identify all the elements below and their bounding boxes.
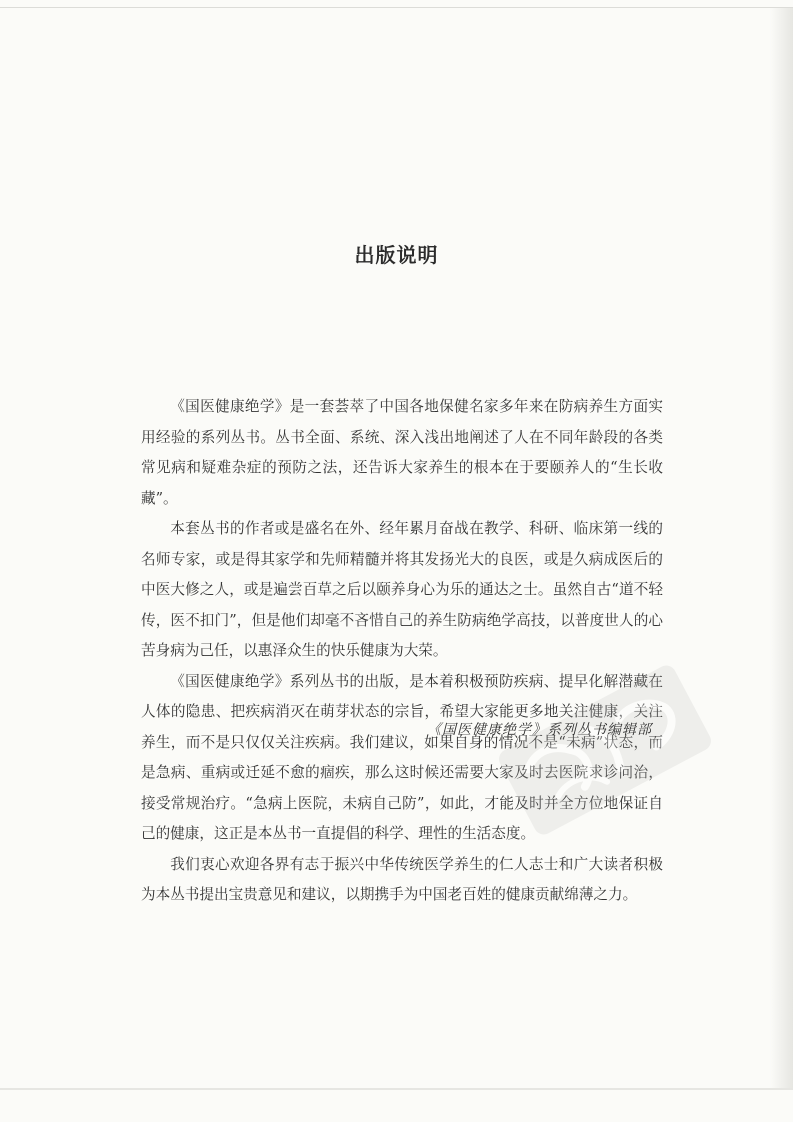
- bottom-edge-line: [0, 1088, 793, 1090]
- paragraph-4: 我们衷心欢迎各界有志于振兴中华传统医学养生的仁人志士和广大读者积极为本丛书提出宝贵意见和建议，以期携手为中国老百姓的健康贡献绵薄之力。: [141, 855, 663, 903]
- paragraph-3: 《国医健康绝学》系列丛书的出版，是本着积极预防疾病、提早化解潜藏在人体的隐患、把疾病消灭在萌芽状态的宗旨，希望大家能更多地关注健康，关注养生，而不是只仅仅关注疾病。我们建议，如果自身的情况不是“未病”状态，而是急病、重病或迁延不愈的痼疾，那么这时候还需要大家及时去医院求诊问治，接受常规治疗。“急病上医院，未病自己防”，如此，才能及时并全方位地保证自己的健康，这正是本丛书一直提倡的科学、理性的生活态度。: [141, 672, 663, 842]
- paragraph-2: 本套丛书的作者或是盛名在外、经年累月奋战在教学、科研、临床第一线的名师专家，或是得其家学和先师精髓并将其发扬光大的良医，或是久病成医后的中医大修之人，或是遍尝百草之后以颐养身心为乐的通达之士。虽然自古“道不轻传，医不扣门”，但是他们却毫不吝惜自己的养生防病绝学高技，以普度世人的心苦身病为己任，以惠泽众生的快乐健康为大荣。: [141, 520, 663, 659]
- paragraph-1: 《国医健康绝学》是一套荟萃了中国各地保健名家多年来在防病养生方面实用经验的系列丛书。丛书全面、系统、深入浅出地阐述了人在不同年龄段的各类常见病和疑难杂症的预防之法，还告诉大家养生的根本在于要颐养人的“生长收藏”。: [141, 398, 663, 507]
- right-edge-shadow: [770, 8, 793, 1088]
- page-title: 出版说明: [354, 243, 439, 268]
- body-text: [141, 392, 663, 911]
- publisher-signature: 《国医健康绝学》系列丛书编辑部: [427, 722, 652, 738]
- top-edge-line: [0, 7, 793, 8]
